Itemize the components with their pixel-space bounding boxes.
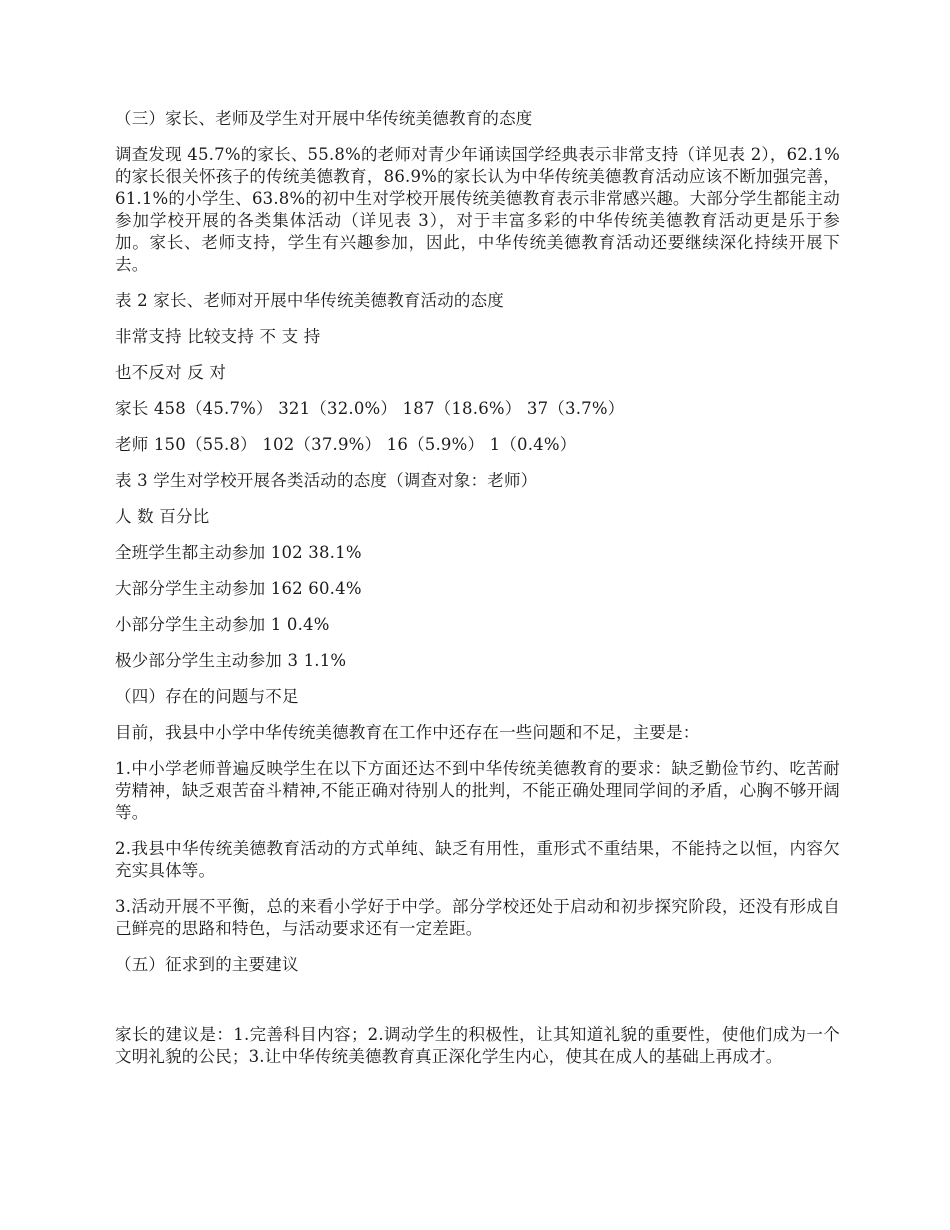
section-heading-problems: （四）存在的问题与不足	[115, 687, 299, 706]
blank-spacer	[115, 990, 840, 1024]
problem-item-2: 2.我县中华传统美德教育活动的方式单纯、缺乏有用性，重形式不重结果，不能持之以恒，内容欠充实具体等。	[115, 839, 840, 880]
table-3-caption: 表 3 学生对学校开展各类活动的态度（调查对象：老师）	[115, 471, 538, 490]
table-2-row-teachers: 老师 150（55.8） 102（37.9%） 16（5.9%） 1（0.4%）	[115, 435, 577, 454]
section-heading-attitudes: （三）家长、老师及学生对开展中华传统美德教育的态度	[115, 109, 533, 128]
document-page	[115, 108, 840, 1082]
section-heading-suggestions: （五）征求到的主要建议	[115, 955, 299, 974]
parent-suggestions-paragraph: 家长的建议是：1.完善科目内容；2.调动学生的积极性，让其知道礼貌的重要性，使他们成为一个文明礼貌的公民；3.让中华传统美德教育真正深化学生内心，使其在成人的基础上再成才。	[115, 1025, 840, 1066]
survey-findings-paragraph: 调查发现 45.7%的家长、55.8%的老师对青少年诵读国学经典表示非常支持（详见表 2），62.1%的家长很关怀孩子的传统美德教育，86.9%的家长认为中华传统美德教育活动应该不断加强完善，61.1%的小学生、63.8%的初中生对学校开展传统美德教育表示非常感兴趣。大部分学生都能主动参加学校开展的各类集体活动（详见表 3），对于丰富多彩的中华传统美德教育活动更是乐于参加。家长、老师支持，学生有兴趣参加，因此，中华传统美德教育活动还要继续深化持续开展下去。	[115, 145, 840, 274]
table-3-row-all-students: 全班学生都主动参加 102 38.1%	[115, 543, 362, 562]
table-2-header-row-1: 非常支持 比较支持 不 支 持	[115, 327, 321, 346]
table-2-header-row-2: 也不反对 反 对	[115, 363, 227, 382]
table-2-caption: 表 2 家长、老师对开展中华传统美德教育活动的态度	[115, 291, 504, 310]
table-3-row-few-students: 小部分学生主动参加 1 0.4%	[115, 615, 330, 634]
table-3-row-most-students: 大部分学生主动参加 162 60.4%	[115, 579, 362, 598]
table-3-header-row: 人 数 百分比	[115, 507, 210, 526]
problem-item-1: 1.中小学老师普遍反映学生在以下方面还达不到中华传统美德教育的要求：缺乏勤俭节约、吃苦耐劳精神，缺乏艰苦奋斗精神,不能正确对待别人的批判，不能正确处理同学间的矛盾，心胸不够开阔等。	[115, 759, 840, 822]
problems-intro-paragraph: 目前，我县中小学中华传统美德教育在工作中还存在一些问题和不足，主要是：	[115, 723, 700, 742]
table-3-row-very-few-students: 极少部分学生主动参加 3 1.1%	[115, 651, 347, 670]
problem-item-3: 3.活动开展不平衡，总的来看小学好于中学。部分学校还处于启动和初步探究阶段，还没有形成自己鲜亮的思路和特色，与活动要求还有一定差距。	[115, 897, 840, 938]
table-2-row-parents: 家长 458（45.7%） 321（32.0%） 187（18.6%） 37（3.7%）	[115, 399, 625, 418]
